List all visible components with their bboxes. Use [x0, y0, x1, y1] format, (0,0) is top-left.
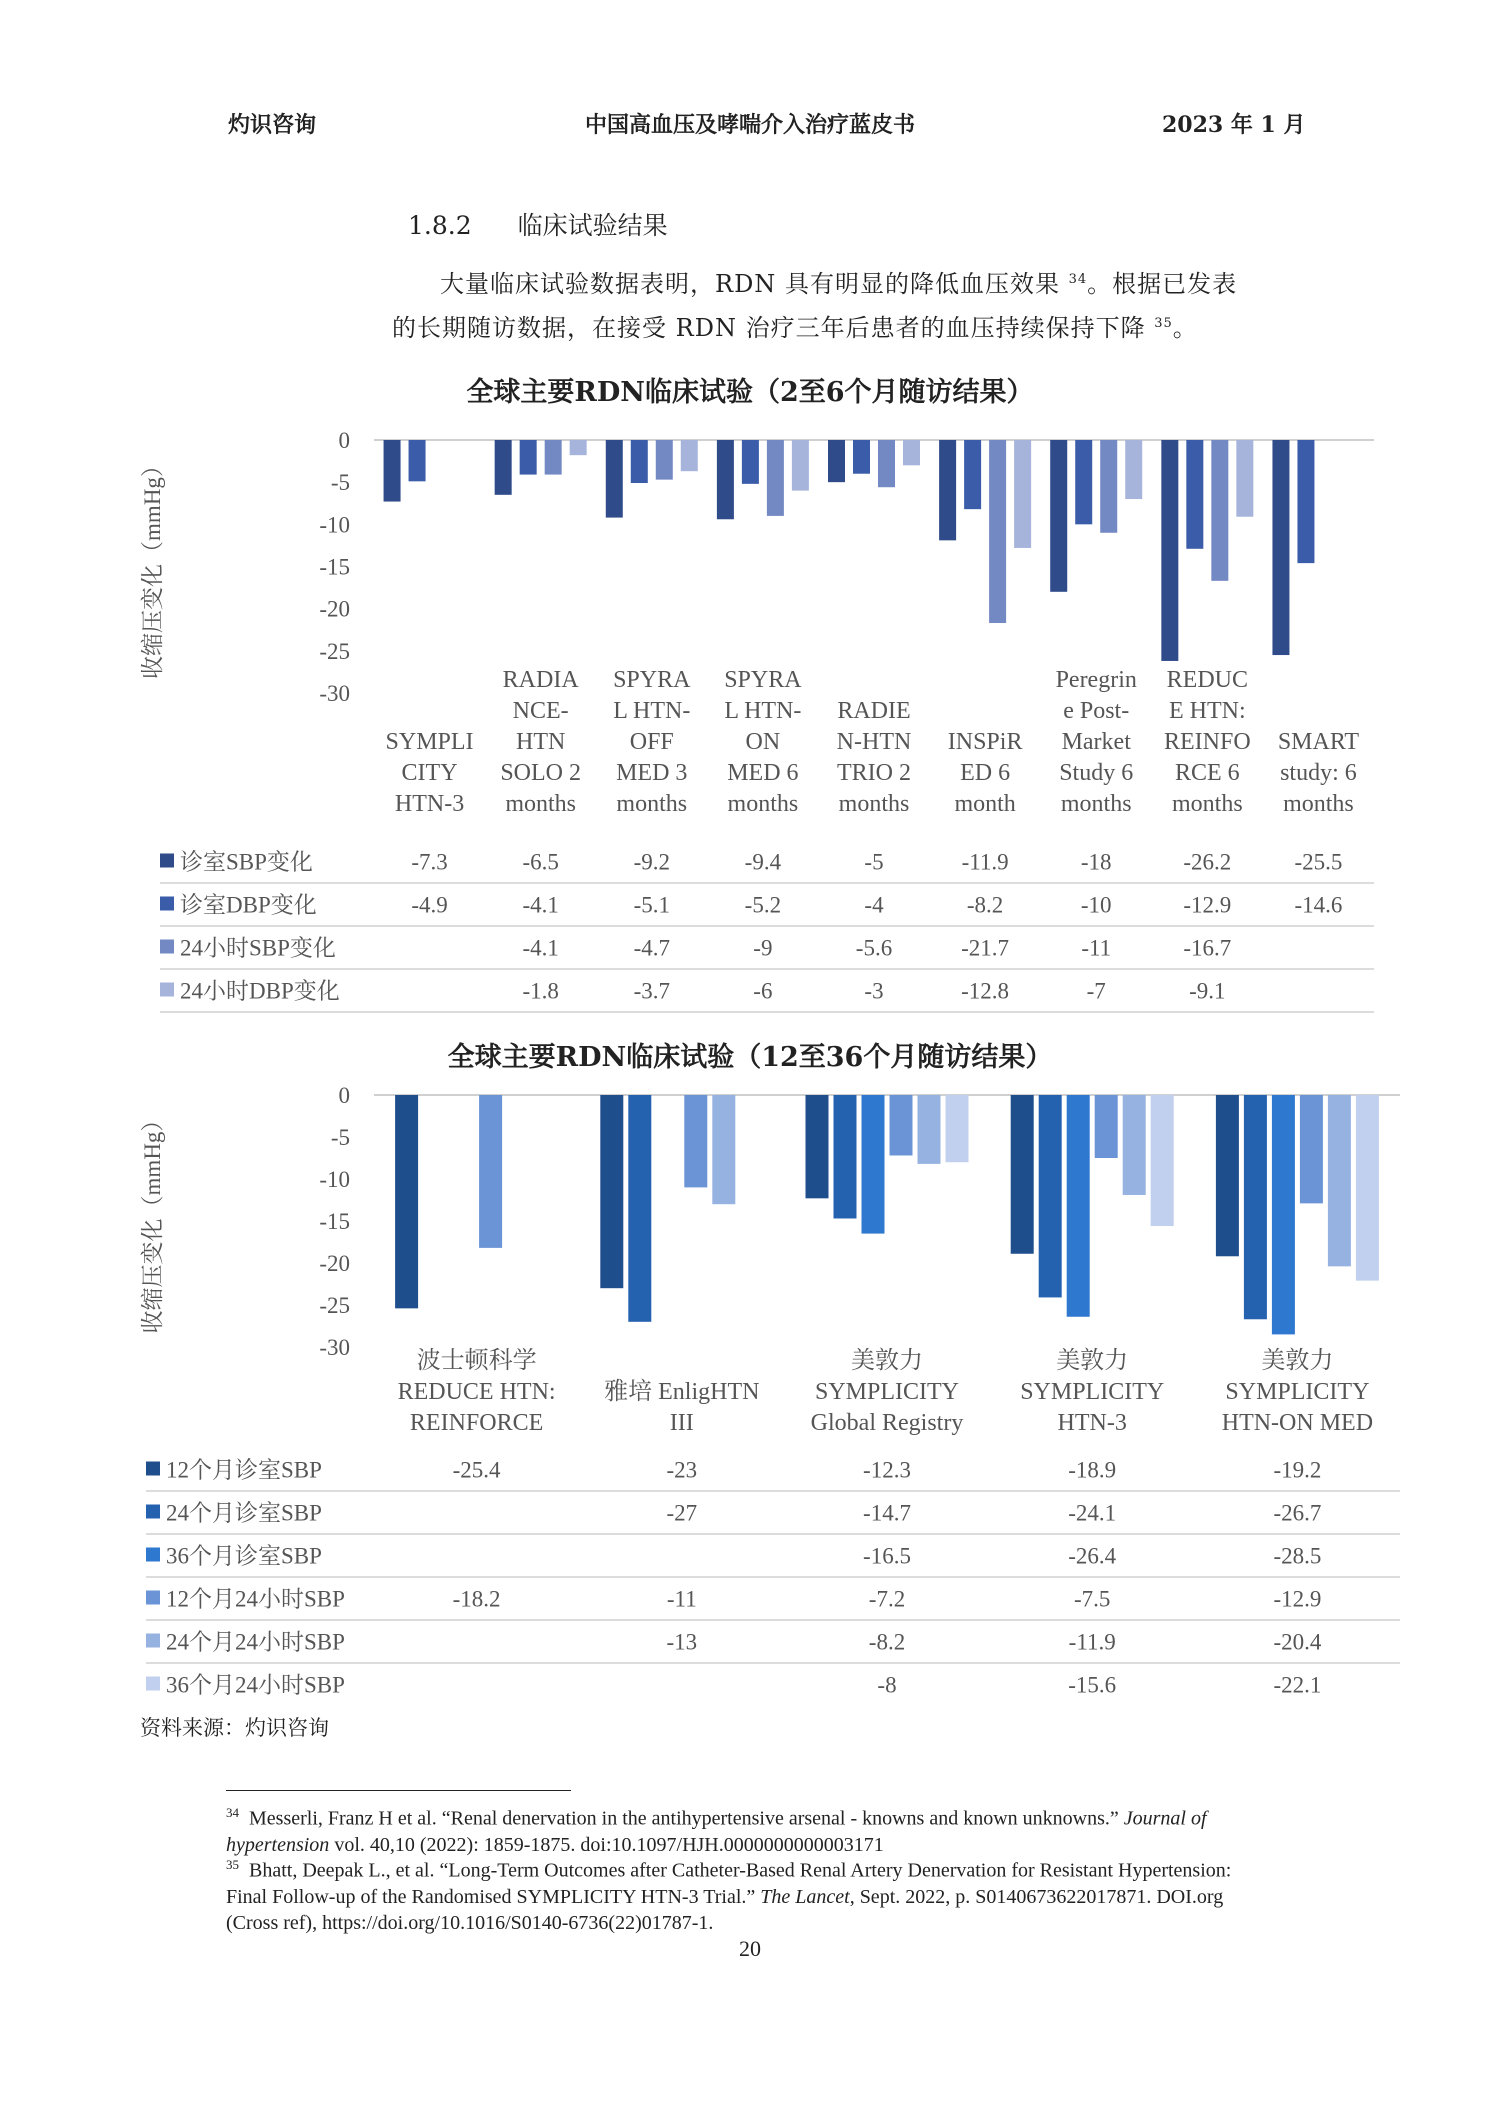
chart-1-legend-label: 诊室DBP变化: [180, 892, 317, 918]
paragraph-line-1: 大量临床试验数据表明，RDN 具有明显的降低血压效果 $^{34}$。根据已发表: [440, 270, 1238, 298]
chart-1-title: 全球主要RDN临床试验（2至6个月随访结果）: [466, 377, 1034, 408]
chart-1-data-label: -18: [1080, 849, 1112, 875]
chart-1-bar-1-1: [520, 440, 537, 475]
chart-1-category-label: HTN: [516, 729, 566, 755]
chart-1-ytick-label: -30: [319, 681, 350, 706]
chart-1-ytick-label: -20: [319, 596, 350, 622]
chart-1-bar-2-3: [767, 440, 784, 516]
section-heading: [408, 206, 668, 242]
chart-2-data-label: -11.9: [1068, 1629, 1116, 1655]
chart-1-legend-label: 24小时SBP变化: [180, 935, 336, 961]
chart-2-category-label: SYMPLICITY: [1020, 1379, 1165, 1405]
chart-2-data-label: -8: [877, 1672, 897, 1698]
chart-1-data-label: -4.9: [411, 892, 448, 918]
chart-1-category-label: MED 6: [727, 760, 799, 786]
chart-1-data-label: -7: [1086, 978, 1106, 1004]
chart-1-data-label: -10: [1080, 892, 1112, 918]
header-left: 灼识咨询: [228, 112, 317, 138]
chart-1-data-label: -7.3: [411, 849, 448, 875]
footnote-divider: [226, 1790, 571, 1791]
chart-2-category-label: 美敦力: [1056, 1348, 1129, 1374]
page-number: 20: [739, 1936, 761, 1961]
chart-1-data-label: -3: [864, 978, 884, 1004]
chart-1-data-label: -5.6: [855, 935, 893, 961]
chart-1-data-label: -16.7: [1183, 935, 1232, 961]
chart-2-category-label: SYMPLICITY: [814, 1379, 960, 1405]
chart-2-bar-3-3: [1095, 1095, 1118, 1158]
chart-1-category-label: Study 6: [1059, 760, 1134, 786]
chart-1-bar-1-2: [631, 440, 648, 483]
footnote-ref-34[interactable]: 34: [1068, 272, 1088, 287]
chart-2-bar-5-3: [1151, 1095, 1174, 1226]
chart-2-data-label: -13: [666, 1629, 698, 1655]
chart-1-bar-0-0: [384, 440, 401, 502]
chart-1-data-label: -9.4: [744, 849, 782, 875]
chart-1-bar-1-6: [1075, 440, 1092, 524]
chart-2-legend-label: 36个月诊室SBP: [166, 1543, 322, 1569]
chart-2-bar-4-1: [712, 1095, 735, 1204]
chart-1-bar-1-0: [409, 440, 426, 481]
chart-2-data-label: -24.1: [1068, 1500, 1117, 1526]
chart-1-bar-2-5: [989, 440, 1006, 623]
chart-2-legend-swatch: [146, 1634, 160, 1648]
chart-1: [0, 410, 1500, 1020]
chart-1-category-label: Market: [1061, 729, 1131, 755]
chart-2-bar-3-1: [684, 1095, 707, 1187]
chart-1-bar-1-8: [1297, 440, 1314, 563]
chart-1-bar-3-1: [570, 440, 587, 455]
chart-1-category-label: SOLO 2: [500, 760, 582, 786]
chart-1-category-label: SPYRA: [613, 667, 691, 693]
chart-2-bar-5-2: [946, 1095, 969, 1162]
chart-2-bar-0-4: [1216, 1095, 1239, 1256]
chart-2-data-label: -18.2: [452, 1586, 501, 1612]
chart-2-data-label: -11: [666, 1586, 697, 1612]
chart-2-bar-3-2: [890, 1095, 913, 1155]
chart-1-data-label: -4: [864, 892, 884, 918]
chart-1-bar-2-1: [545, 440, 562, 475]
chart-2-ytick-label: -10: [319, 1167, 350, 1192]
chart-1-bar-0-2: [606, 440, 623, 518]
chart-2-legend-swatch: [146, 1677, 160, 1691]
chart-2-bar-0-3: [1011, 1095, 1034, 1254]
header-date: 2023 年 1 月: [1162, 112, 1306, 138]
chart-1-category-label: MED 3: [616, 760, 688, 786]
source-note: 资料来源：灼识咨询: [140, 1716, 329, 1740]
chart-1-bar-1-3: [742, 440, 759, 484]
chart-1-data-label: -25.5: [1294, 849, 1343, 875]
chart-1-legend-swatch: [160, 854, 174, 868]
chart-1-data-label: -6.5: [522, 849, 559, 875]
chart-1-ytick-label: -15: [319, 554, 350, 580]
chart-1-category-label: months: [1283, 791, 1354, 817]
chart-1-category-label: TRIO 2: [837, 760, 911, 786]
chart-1-category-label: NCE-: [512, 698, 569, 724]
chart-2-legend-swatch: [146, 1505, 160, 1519]
chart-2-legend-swatch: [146, 1548, 160, 1562]
chart-1-data-label: -9.2: [633, 849, 670, 875]
chart-1-bar-3-5: [1014, 440, 1031, 548]
chart-1-bar-0-5: [939, 440, 956, 540]
chart-1-bar-0-4: [828, 440, 845, 482]
chart-2-bar-4-3: [1123, 1095, 1146, 1195]
chart-2-category-label: REDUCE HTN:: [397, 1379, 556, 1405]
chart-1-y-title: 收缩压变化（mmHg）: [140, 454, 165, 679]
chart-2: [0, 1075, 1500, 1705]
chart-1-bar-0-1: [495, 440, 512, 495]
chart-1-data-label: -4.7: [633, 935, 670, 961]
chart-2-bar-1-4: [1244, 1095, 1267, 1319]
chart-1-data-label: -11: [1081, 935, 1112, 961]
header-title: 中国高血压及哮喘介入治疗蓝皮书: [584, 112, 915, 138]
chart-2-bar-0-2: [806, 1095, 829, 1198]
chart-1-data-label: -12.8: [961, 978, 1010, 1004]
section-title: 临床试验结果: [517, 211, 668, 240]
chart-2-y-title: 收缩压变化（mmHg）: [140, 1108, 165, 1334]
chart-1-bar-2-2: [656, 440, 673, 480]
chart-1-category-label: N-HTN: [836, 729, 912, 755]
chart-2-bar-1-2: [834, 1095, 857, 1218]
chart-2-bar-1-1: [628, 1095, 651, 1322]
chart-1-category-label: months: [838, 791, 910, 817]
footnote-35: $^{35}$ Bhatt, Deepak L., et al. “Long-Term Outcomes after Catheter-Based Renal Artery Denervation for Resistant Hypertension: Final Follow-up of the Randomised SYMPLICITY HTN-3 Trial.” The Lancet, Sept. 2022, p. S0140673622017871. DOI.org (Cross ref), https://doi.org/10.1016/S0140-6736(22)01787-1.: [226, 1857, 1232, 1934]
chart-2-bar-5-4: [1356, 1095, 1379, 1281]
chart-2-data-label: -12.3: [863, 1457, 911, 1483]
chart-1-data-label: -14.6: [1294, 892, 1343, 918]
chart-1-bar-1-7: [1186, 440, 1203, 549]
chart-1-bar-3-2: [681, 440, 698, 471]
chart-2-legend-label: 36个月24小时SBP: [166, 1672, 345, 1698]
chart-1-category-label: Peregrin: [1055, 667, 1137, 693]
chart-2-category-label: Global Registry: [810, 1410, 964, 1436]
chart-2-category-label: HTN-3: [1057, 1410, 1127, 1436]
chart-1-bar-0-3: [717, 440, 734, 519]
chart-2-legend-swatch: [146, 1591, 160, 1605]
chart-1-ytick-label: 0: [338, 428, 350, 453]
chart-2-bar-3-0: [479, 1095, 502, 1248]
chart-1-bar-2-7: [1211, 440, 1228, 581]
chart-1-bar-3-7: [1236, 440, 1253, 517]
chart-1-category-label: REDUC: [1166, 667, 1249, 693]
chart-1-category-label: e Post-: [1063, 698, 1130, 724]
chart-1-category-label: ED 6: [960, 760, 1011, 786]
chart-1-category-label: CITY: [401, 760, 458, 786]
chart-1-category-label: OFF: [629, 729, 674, 755]
chart-1-ytick-label: -25: [319, 638, 350, 664]
chart-1-bar-2-6: [1100, 440, 1117, 533]
chart-2-category-label: III: [669, 1410, 694, 1436]
section-number: 1.8.2: [408, 211, 472, 240]
chart-1-category-label: REINFO: [1163, 729, 1251, 755]
chart-1-category-label: months: [1060, 791, 1132, 817]
chart-1-bar-2-4: [878, 440, 895, 487]
chart-1-category-label: ON: [745, 729, 781, 755]
chart-1-data-label: -3.7: [633, 978, 670, 1004]
chart-1-bar-3-6: [1125, 440, 1142, 499]
chart-2-data-label: -26.4: [1068, 1543, 1117, 1569]
chart-1-data-label: -8.2: [966, 892, 1004, 918]
chart-2-bar-2-4: [1272, 1095, 1295, 1334]
chart-1-bar-0-7: [1161, 440, 1178, 661]
chart-2-data-label: -12.9: [1273, 1586, 1322, 1612]
chart-2-data-label: -22.1: [1273, 1672, 1322, 1698]
chart-2-data-label: -19.2: [1273, 1457, 1322, 1483]
chart-1-legend-label: 诊室SBP变化: [180, 849, 313, 875]
chart-2-category-label: REINFORCE: [409, 1410, 544, 1436]
chart-2-ytick-label: -20: [319, 1251, 350, 1276]
chart-1-category-label: HTN-3: [394, 791, 465, 817]
chart-2-data-label: -18.9: [1068, 1457, 1117, 1483]
chart-2-data-label: -14.7: [863, 1500, 911, 1526]
chart-1-data-label: -12.9: [1183, 892, 1232, 918]
chart-1-category-label: RADIA: [502, 667, 579, 693]
chart-1-bar-1-4: [853, 440, 870, 474]
chart-2-data-label: -25.4: [452, 1457, 501, 1483]
chart-2-ytick-label: -15: [319, 1209, 350, 1234]
chart-1-data-label: -5: [864, 849, 884, 875]
chart-2-category-label: 雅培 EnligHTN: [604, 1379, 760, 1405]
chart-2-category-label: 美敦力: [851, 1348, 923, 1374]
chart-1-data-label: -6: [753, 978, 773, 1004]
footnote-34: $^{34}$ Messerli, Franz H et al. “Renal denervation in the antihypertensive arsenal - knowns and known unknowns.” Journal of hypertension vol. 40,10 (2022): 1859-1875. doi:10.1097/HJH.0000000000003171: [226, 1805, 1207, 1856]
chart-1-category-label: study: 6: [1280, 760, 1357, 786]
chart-1-legend-label: 24小时DBP变化: [180, 978, 340, 1004]
chart-2-ytick-label: 0: [338, 1083, 350, 1108]
chart-2-data-label: -7.2: [868, 1586, 906, 1612]
chart-1-data-label: -5.1: [633, 892, 670, 918]
chart-1-category-label: E HTN:: [1169, 698, 1246, 724]
chart-1-bar-0-6: [1050, 440, 1067, 592]
chart-1-data-label: -26.2: [1183, 849, 1232, 875]
chart-2-data-label: -20.4: [1273, 1629, 1322, 1655]
chart-1-category-label: INSPiR: [947, 729, 1023, 755]
chart-2-bar-4-2: [918, 1095, 941, 1164]
chart-2-bar-1-3: [1039, 1095, 1062, 1297]
chart-2-legend-label: 24个月诊室SBP: [166, 1500, 322, 1526]
chart-1-category-label: SPYRA: [724, 667, 802, 693]
chart-1-category-label: L HTN-: [613, 698, 691, 724]
chart-2-category-label: 美敦力: [1261, 1348, 1334, 1374]
chart-1-data-label: -21.7: [961, 935, 1010, 961]
chart-1-ytick-label: -5: [330, 470, 350, 496]
chart-2-bar-2-2: [862, 1095, 885, 1234]
footnote-ref-35[interactable]: 35: [1154, 316, 1173, 331]
chart-1-category-label: months: [1171, 791, 1243, 817]
chart-1-data-label: -9: [753, 935, 773, 961]
chart-2-data-label: -16.5: [863, 1543, 911, 1569]
chart-2-ytick-label: -5: [330, 1125, 350, 1150]
chart-2-bar-0-1: [600, 1095, 623, 1288]
chart-2-bar-2-3: [1067, 1095, 1090, 1317]
chart-1-category-label: months: [616, 791, 688, 817]
chart-1-data-label: -9.1: [1189, 978, 1226, 1004]
chart-1-bar-3-4: [903, 440, 920, 465]
chart-2-ytick-label: -25: [319, 1293, 350, 1318]
chart-2-bar-3-4: [1300, 1095, 1323, 1203]
chart-2-legend-label: 12个月诊室SBP: [166, 1457, 322, 1483]
chart-2-category-label: SYMPLICITY: [1225, 1379, 1370, 1405]
chart-2-data-label: -7.5: [1073, 1586, 1111, 1612]
chart-2-data-label: -26.7: [1273, 1500, 1322, 1526]
chart-1-category-label: months: [727, 791, 799, 817]
chart-1-bar-3-3: [792, 440, 809, 491]
chart-1-bar-1-5: [964, 440, 981, 509]
chart-2-legend-label: 12个月24小时SBP: [166, 1586, 345, 1612]
chart-1-data-label: -4.1: [522, 935, 559, 961]
chart-1-category-label: RADIE: [837, 698, 911, 724]
chart-2-data-label: -27: [666, 1500, 698, 1526]
chart-2-data-label: -15.6: [1068, 1672, 1117, 1698]
chart-2-legend-label: 24个月24小时SBP: [166, 1629, 345, 1655]
chart-1-data-label: -11.9: [961, 849, 1009, 875]
chart-1-category-label: RCE 6: [1174, 760, 1240, 786]
chart-2-title: 全球主要RDN临床试验（12至36个月随访结果）: [447, 1042, 1053, 1073]
chart-1-ytick-label: -10: [319, 512, 350, 538]
chart-1-legend-swatch: [160, 940, 174, 954]
chart-1-data-label: -1.8: [522, 978, 559, 1004]
chart-1-category-label: month: [954, 791, 1016, 817]
chart-2-category-label: 波士顿科学: [416, 1348, 537, 1374]
chart-2-data-label: -8.2: [868, 1629, 906, 1655]
chart-2-legend-swatch: [146, 1462, 160, 1476]
chart-1-category-label: L HTN-: [724, 698, 802, 724]
chart-2-bar-0-0: [395, 1095, 418, 1308]
chart-2-ytick-label: -30: [319, 1335, 350, 1360]
chart-1-legend-swatch: [160, 983, 174, 997]
chart-2-bar-4-4: [1328, 1095, 1351, 1266]
chart-1-data-label: -4.1: [522, 892, 559, 918]
chart-1-legend-swatch: [160, 897, 174, 911]
chart-1-data-label: -5.2: [744, 892, 782, 918]
chart-1-category-label: SYMPLI: [385, 729, 474, 755]
chart-2-data-label: -28.5: [1273, 1543, 1322, 1569]
chart-1-category-label: months: [505, 791, 577, 817]
chart-2-category-label: HTN-ON MED: [1221, 1410, 1374, 1436]
paragraph-line-2: 的长期随访数据，在接受 RDN 治疗三年后患者的血压持续保持下降 $^{35}$。: [392, 314, 1198, 342]
chart-2-data-label: -23: [666, 1457, 698, 1483]
chart-1-category-label: SMART: [1277, 729, 1360, 755]
chart-1-bar-0-8: [1272, 440, 1289, 655]
